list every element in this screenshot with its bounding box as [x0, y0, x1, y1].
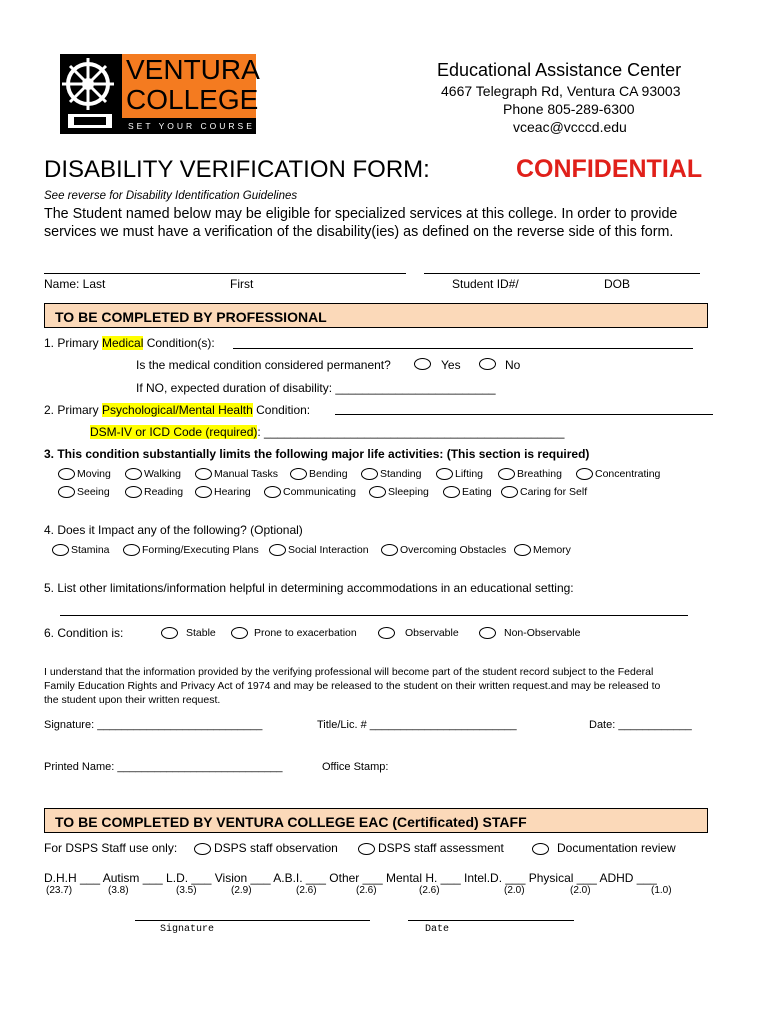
activity-radio[interactable]	[290, 468, 307, 480]
activity-seeing[interactable]: Seeing	[58, 486, 110, 498]
duration-field[interactable]: If NO, expected duration of disability: ________________________	[136, 381, 496, 395]
ventura-college-logo	[60, 54, 260, 134]
activity-radio[interactable]	[443, 486, 460, 498]
yes-label: Yes	[441, 358, 461, 372]
weight-dhh: (23.7)	[46, 885, 73, 896]
limitations-line[interactable]	[60, 615, 688, 616]
weight-physical: (2.0)	[570, 885, 591, 896]
ferpa-line-3: the student upon their written request.	[44, 694, 221, 706]
logo-line-ventura: VENTURA	[126, 54, 260, 85]
activity-hearing[interactable]: Hearing	[195, 486, 251, 498]
weight-vision: (2.9)	[231, 885, 252, 896]
impact-overcoming-obstacles[interactable]: Overcoming Obstacles	[381, 544, 506, 556]
activity-radio[interactable]	[498, 468, 515, 480]
weight-other: (2.6)	[356, 885, 377, 896]
intro-line-1: The Student named below may be eligible for specialized services at this college. In order to provide	[44, 206, 678, 222]
see-reverse-note: See reverse for Disability Identification Guidelines	[44, 190, 298, 202]
id-dob-line[interactable]	[424, 273, 700, 274]
yes-radio[interactable]	[414, 358, 431, 370]
intro-line-2: services we must have a verification of the disability(ies) as defined on the reverse side of this form.	[44, 224, 674, 240]
name-line[interactable]	[44, 273, 406, 274]
no-label: No	[505, 358, 521, 372]
name-first-label: First	[230, 277, 254, 291]
activity-eating[interactable]: Eating	[443, 486, 492, 498]
professional-date-field[interactable]: Date: ____________	[589, 719, 692, 731]
condition-prone-to-exacerbation[interactable]: Prone to exacerbation	[231, 627, 357, 639]
activity-communicating[interactable]: Communicating	[264, 486, 356, 498]
activity-radio[interactable]	[58, 468, 75, 480]
activity-concentrating[interactable]: Concentrating	[576, 468, 660, 480]
condition-observable[interactable]: Observable	[378, 627, 459, 639]
email: vceac@vcccd.edu	[513, 119, 627, 135]
activity-radio[interactable]	[501, 486, 518, 498]
weight-autism: (3.8)	[108, 885, 129, 896]
ship-wheel-icon	[60, 54, 122, 134]
impact-forming-executing-plans[interactable]: Forming/Executing Plans	[123, 544, 259, 556]
activity-radio[interactable]	[195, 486, 212, 498]
medical-condition-line[interactable]	[233, 348, 693, 349]
impact-radio[interactable]	[514, 544, 531, 556]
option-dsps-observation[interactable]: DSPS staff observation	[194, 841, 338, 855]
staff-signature-label: Signature	[160, 924, 215, 935]
address: 4667 Telegraph Rd, Ventura CA 93003	[441, 83, 681, 99]
condition-stable[interactable]: Stable	[161, 627, 216, 639]
logo-tagline: SET YOUR COURSE	[122, 118, 256, 134]
activity-radio[interactable]	[195, 468, 212, 480]
activity-radio[interactable]	[436, 468, 453, 480]
staff-option-radio[interactable]	[532, 843, 549, 855]
impact-radio[interactable]	[381, 544, 398, 556]
activity-sleeping[interactable]: Sleeping	[369, 486, 429, 498]
weight-intel-d: (2.0)	[504, 885, 525, 896]
phone: Phone 805-289-6300	[503, 101, 635, 117]
activity-walking[interactable]: Walking	[125, 468, 181, 480]
activity-manual-tasks[interactable]: Manual Tasks	[195, 468, 278, 480]
impact-social-interaction[interactable]: Social Interaction	[269, 544, 369, 556]
title-lic-field[interactable]: Title/Lic. # ________________________	[317, 719, 517, 731]
psych-condition-line[interactable]	[335, 414, 713, 415]
activity-reading[interactable]: Reading	[125, 486, 183, 498]
q2-label: 2. Primary Psychological/Mental Health Condition:	[44, 403, 311, 417]
q1-label: 1. Primary Medical Condition(s):	[44, 336, 215, 350]
condition-non-observable[interactable]: Non-Observable	[479, 627, 580, 639]
activity-bending[interactable]: Bending	[290, 468, 348, 480]
center-name: Educational Assistance Center	[437, 60, 682, 80]
disability-categories-line[interactable]: D.H.H ___ Autism ___ L.D. ___ Vision ___ A.B.I. ___ Other ___ Mental H. ___ Intel.D. ___ Physical ___ ADHD ___	[44, 871, 657, 885]
ferpa-line-1: I understand that the information provided by the verifying professional will become part of the student record subject to the Federal	[44, 666, 654, 678]
q5-label: 5. List other limitations/information helpful in determining accommodations in an educational setting:	[44, 581, 574, 595]
activity-standing[interactable]: Standing	[361, 468, 421, 480]
permanent-question: Is the medical condition considered permanent?	[136, 358, 391, 372]
dob-label: DOB	[604, 277, 631, 291]
activity-radio[interactable]	[361, 468, 378, 480]
no-radio[interactable]	[479, 358, 496, 370]
activity-radio[interactable]	[58, 486, 75, 498]
activity-caring-for-self[interactable]: Caring for Self	[501, 486, 587, 498]
staff-option-radio[interactable]	[358, 843, 375, 855]
activity-radio[interactable]	[125, 486, 142, 498]
q3-label: 3. This condition substantially limits the following major life activities: (This section is required)	[44, 447, 590, 461]
staff-date-line[interactable]	[408, 920, 574, 921]
staff-section-header: TO BE COMPLETED BY VENTURA COLLEGE EAC (Certificated) STAFF	[44, 808, 708, 833]
logo-line-college: COLLEGE	[126, 84, 259, 115]
activity-radio[interactable]	[125, 468, 142, 480]
student-id-label: Student ID#/	[452, 277, 519, 291]
professional-section-header: TO BE COMPLETED BY PROFESSIONAL	[44, 303, 708, 328]
dsm-icd-field[interactable]: DSM-IV or ICD Code (required): _____________________________________________	[90, 425, 565, 439]
impact-memory[interactable]: Memory	[514, 544, 571, 556]
logo-text-block	[122, 54, 260, 134]
weight-adhd: (1.0)	[651, 885, 672, 896]
staff-date-label: Date	[425, 924, 450, 935]
printed-name-field[interactable]: Printed Name: ___________________________	[44, 761, 283, 773]
weight-ld: (3.5)	[176, 885, 197, 896]
activity-radio[interactable]	[369, 486, 386, 498]
name-last-label: Name: Last	[44, 277, 106, 291]
ferpa-line-2: Family Education Rights and Privacy Act of 1974 and may be released to the student on their written request.and may be released to	[44, 680, 661, 692]
weight-mental-h: (2.6)	[419, 885, 440, 896]
staff-option-radio[interactable]	[194, 843, 211, 855]
professional-signature-field[interactable]: Signature: ___________________________	[44, 719, 263, 731]
condition-radio[interactable]	[231, 627, 248, 639]
staff-signature-line[interactable]	[135, 920, 370, 921]
q6-label: 6. Condition is:	[44, 626, 124, 640]
impact-radio[interactable]	[123, 544, 140, 556]
activity-breathing[interactable]: Breathing	[498, 468, 562, 480]
confidential-label: CONFIDENTIAL	[516, 155, 703, 183]
option-dsps-assessment[interactable]: DSPS staff assessment	[358, 841, 504, 855]
dsps-use-label: For DSPS Staff use only:	[44, 841, 178, 855]
impact-radio[interactable]	[269, 544, 286, 556]
activity-radio[interactable]	[264, 486, 281, 498]
form-title: DISABILITY VERIFICATION FORM:	[44, 156, 430, 183]
activity-moving[interactable]: Moving	[58, 468, 111, 480]
impact-radio[interactable]	[52, 544, 69, 556]
condition-radio[interactable]	[378, 627, 395, 639]
activity-radio[interactable]	[576, 468, 593, 480]
condition-radio[interactable]	[479, 627, 496, 639]
q4-label: 4. Does it Impact any of the following? (Optional)	[44, 523, 303, 537]
weight-abi: (2.6)	[296, 885, 317, 896]
condition-radio[interactable]	[161, 627, 178, 639]
option-documentation-review[interactable]: Documentation review	[532, 841, 676, 855]
impact-stamina[interactable]: Stamina	[52, 544, 110, 556]
office-stamp-label: Office Stamp:	[322, 761, 389, 773]
activity-lifting[interactable]: Lifting	[436, 468, 483, 480]
